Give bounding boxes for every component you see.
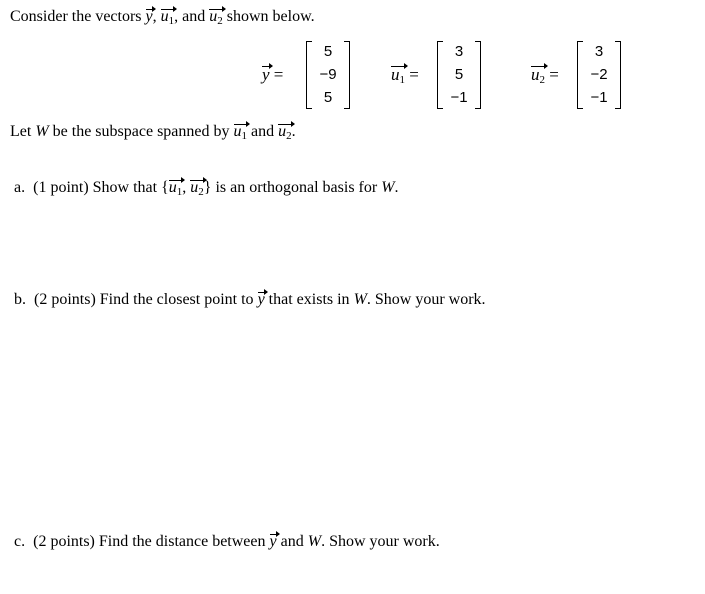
vector-y-matrix	[306, 41, 350, 109]
vector-y-entry-3: 5	[323, 89, 333, 106]
vector-u1-entry-3: −1	[450, 89, 468, 106]
part-c-end: . Show your work.	[321, 533, 440, 550]
part-b-points: (2 points)	[34, 291, 96, 308]
question-part-b	[14, 291, 486, 309]
vector-u2-entry-1: 3	[594, 43, 604, 60]
part-a-points: (1 point)	[33, 179, 89, 196]
intro-comma-1: ,	[152, 8, 161, 25]
intro-comma-2: , and	[174, 8, 210, 25]
part-b-w: W	[353, 291, 367, 308]
question-part-a	[14, 179, 399, 198]
intro-prefix: Consider the vectors	[10, 8, 146, 25]
part-b-y: y	[257, 291, 265, 308]
intro-suffix: shown below.	[222, 8, 315, 25]
subspace-and: and	[247, 123, 279, 140]
part-c-label: c.	[14, 533, 26, 550]
part-a-end: .	[394, 179, 399, 196]
vector-u2-symbol: $u_2$	[209, 8, 223, 27]
part-a-text-after: } is an orthogonal basis for	[203, 179, 382, 196]
part-b-text-after: that exists in	[264, 291, 354, 308]
vector-y-entry-2: −9	[319, 66, 337, 83]
vector-u1-entry-2: 5	[454, 66, 464, 83]
vector-u1-symbol: $u_1$	[160, 8, 175, 27]
part-a-comma: ,	[182, 179, 191, 196]
vector-y-symbol: y	[145, 8, 153, 25]
intro-line	[10, 8, 315, 27]
part-a-label: a.	[14, 179, 26, 196]
vector-u1-matrix	[437, 41, 481, 109]
subspace-end: .	[291, 123, 296, 140]
vector-y-label: y =	[262, 65, 284, 84]
part-b-end: . Show your work.	[366, 291, 486, 308]
part-c-points: (2 points)	[33, 533, 95, 550]
subspace-prefix: Let	[10, 123, 36, 140]
subspace-u1: $u_1$	[233, 123, 247, 142]
vector-u1-entry-1: 3	[454, 43, 464, 60]
part-a-text-before: Show that {	[88, 179, 169, 196]
vector-y-entry-1: 5	[323, 43, 333, 60]
vector-u1-label: $u_1$ =	[391, 65, 419, 86]
vector-u2-label: $u_2$ =	[531, 65, 559, 86]
part-a-w: W	[381, 179, 395, 196]
part-c-text-before: Find the distance between	[94, 533, 270, 550]
vector-u2-entry-3: −1	[590, 89, 608, 106]
part-b-text-before: Find the closest point to	[95, 291, 258, 308]
part-a-u2: $u_2$	[190, 179, 204, 198]
subspace-w: W	[35, 123, 49, 140]
question-part-c	[14, 533, 440, 551]
subspace-middle: be the subspace spanned by	[48, 123, 234, 140]
vector-definitions	[0, 41, 705, 111]
vector-u2-entry-2: −2	[590, 66, 608, 83]
subspace-u2: $u_2$	[278, 123, 292, 142]
part-a-u1: $u_1$	[168, 179, 183, 198]
part-c-y: y	[269, 533, 277, 550]
part-c-text-after: and	[276, 533, 308, 550]
part-c-w: W	[307, 533, 322, 550]
subspace-line	[10, 123, 296, 142]
vector-u2-matrix	[577, 41, 621, 109]
part-b-label: b.	[14, 291, 26, 308]
